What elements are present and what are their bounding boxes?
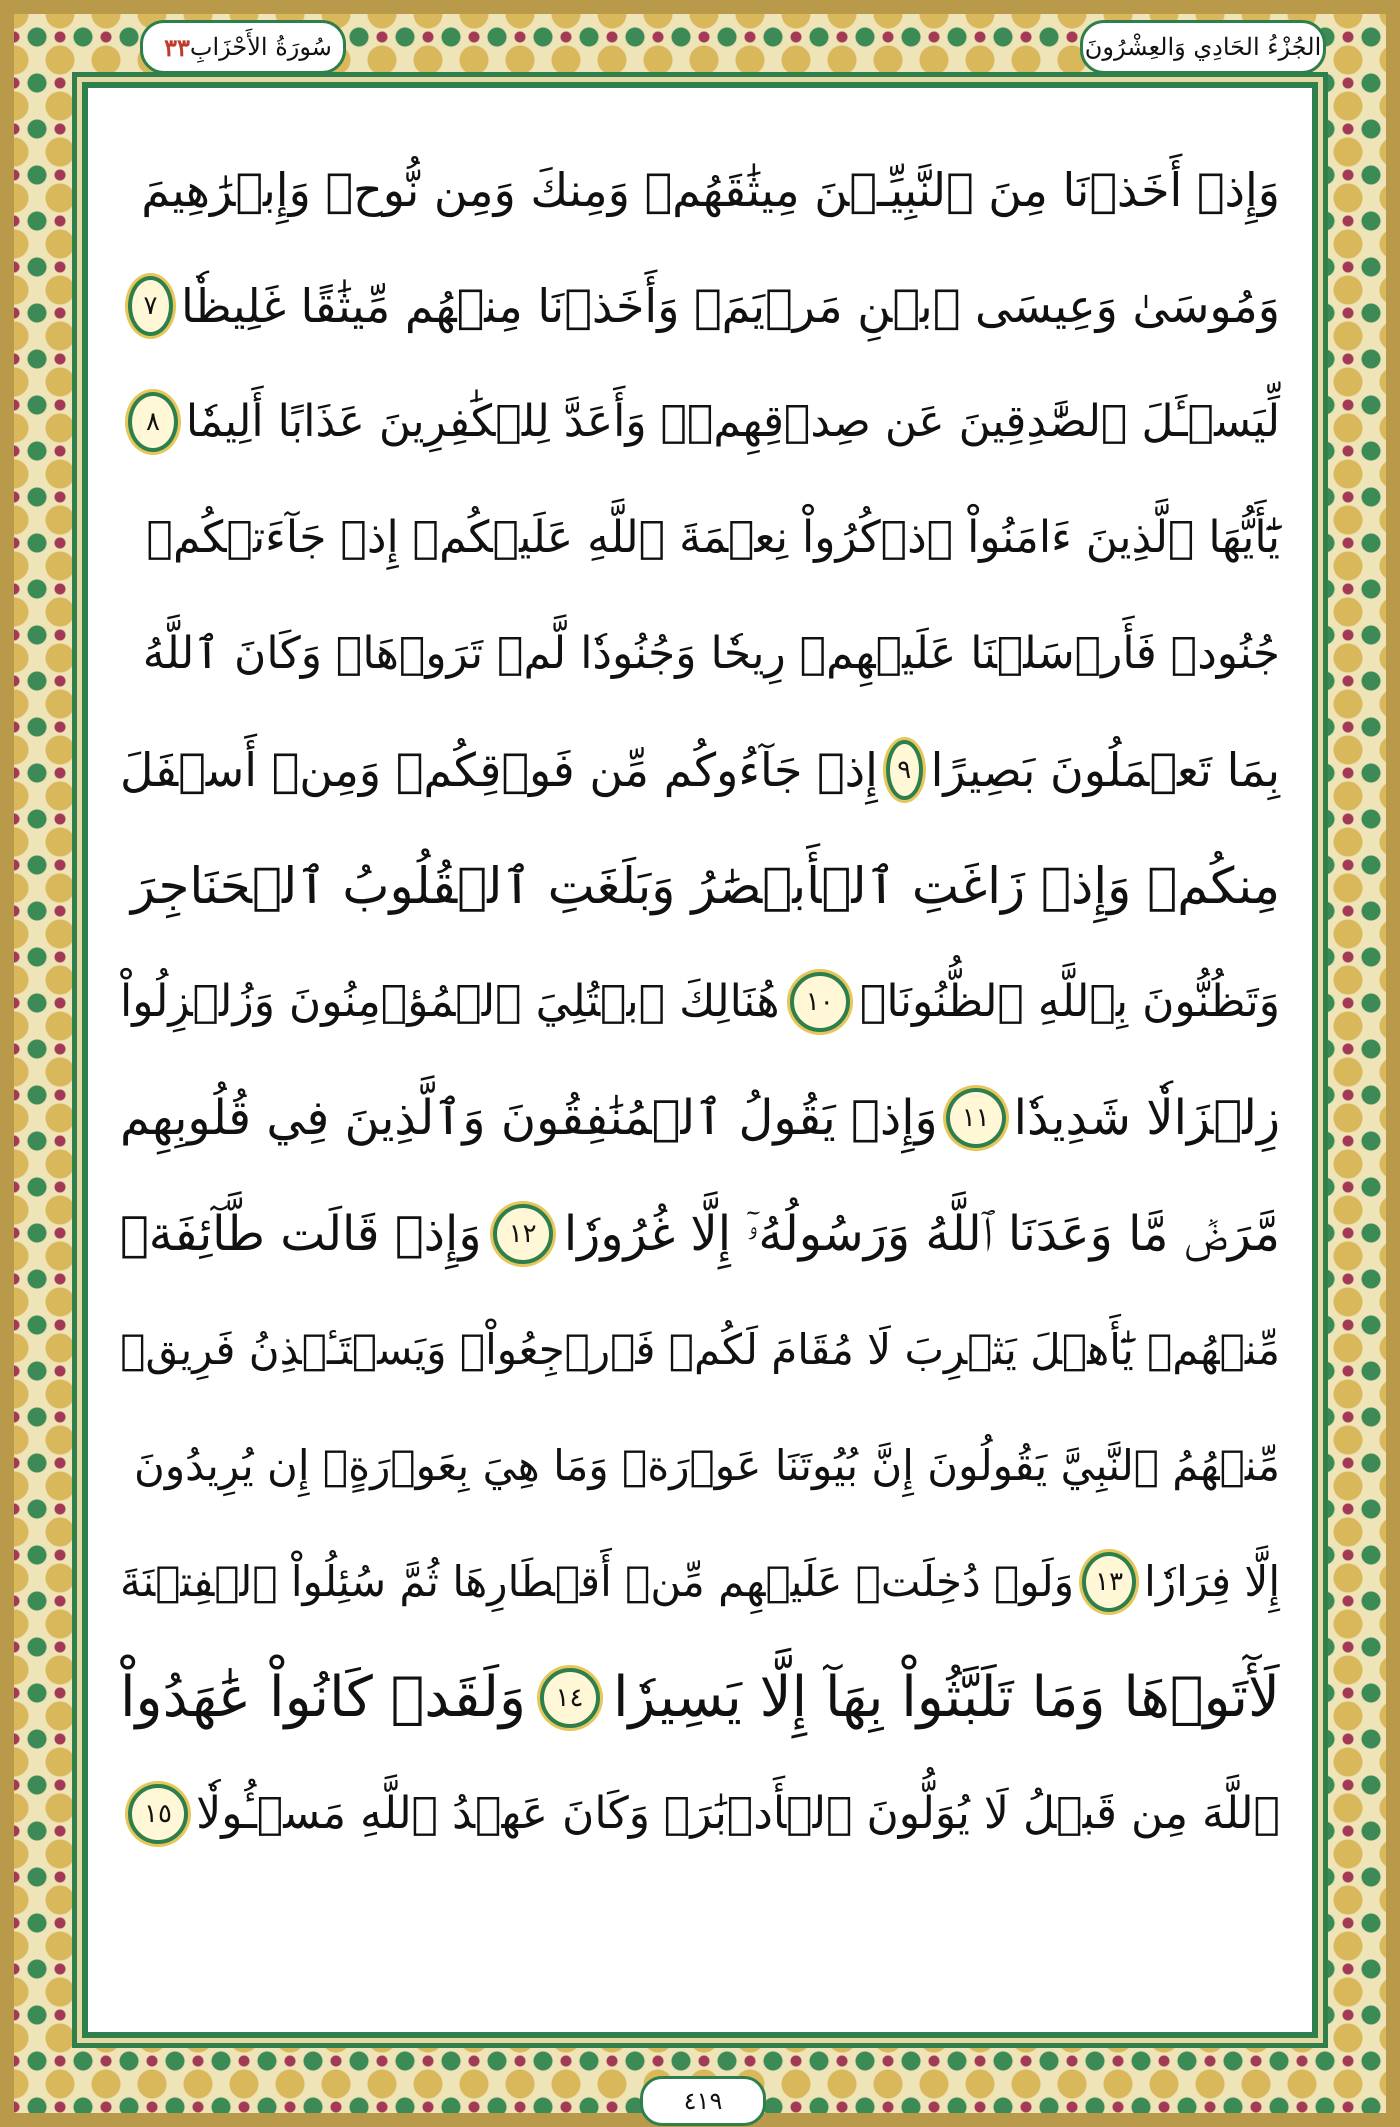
juz-header — [1080, 20, 1326, 74]
verse-text-continued: إِذۡ جَآءُوكُم مِّن فَوۡقِكُمۡ وَمِنۡ أَسۡفَلَ — [120, 743, 878, 797]
verse-text: وَمُوسَىٰ وَعِيسَى ٱبۡنِ مَرۡيَمَۖ وَأَخَذۡنَا مِنۡهُم مِّيثَٰقًا غَلِيظٗا — [181, 279, 1280, 333]
verse-line — [120, 132, 1280, 248]
verse-text-continued: هُنَالِكَ ٱبۡتُلِيَ ٱلۡمُؤۡمِنُونَ وَزُلۡزِلُواْ — [120, 976, 780, 1027]
verse-text-continued: وَلَوۡ دُخِلَتۡ عَلَيۡهِم مِّنۡ أَقۡطَارِهَا ثُمَّ سُئِلُواْ ٱلۡفِتۡنَةَ — [120, 1557, 1075, 1606]
verse-text: مِّنۡهُمُ ٱلنَّبِيَّ يَقُولُونَ إِنَّ بُيُوتَنَا عَوۡرَةٞ وَمَا هِيَ بِعَوۡرَةٍۖ إِن يُرِيدُونَ — [133, 1441, 1280, 1490]
ayah-number-marker: ١٣ — [1082, 1552, 1136, 1612]
verse-line — [120, 364, 1280, 480]
surah-number: ٣٣ — [164, 32, 190, 62]
verse-text-continued: وَلَقَدۡ كَانُواْ عَٰهَدُواْ — [120, 1665, 527, 1730]
verse-text: وَإِذۡ أَخَذۡنَا مِنَ ٱلنَّبِيِّـۧنَ مِيثَٰقَهُمۡ وَمِنكَ وَمِن نُّوحٖ وَإِبۡرَٰهِيمَ — [141, 163, 1280, 217]
verse-line — [120, 1408, 1280, 1524]
verse-line — [120, 480, 1280, 596]
verse-line — [120, 248, 1280, 364]
verse-text: لَأٓتَوۡهَا وَمَا تَلَبَّثُواْ بِهَآ إِلَّا يَسِيرٗا — [612, 1665, 1280, 1730]
verses-block — [120, 132, 1280, 1992]
ayah-number-marker: ٨ — [128, 392, 178, 452]
verse-text: بِمَا تَعۡمَلُونَ بَصِيرًا — [930, 743, 1280, 797]
verse-line — [120, 828, 1280, 944]
verse-text: إِلَّا فِرَارٗا — [1144, 1557, 1280, 1606]
ayah-number-marker: ٧ — [128, 276, 173, 336]
ayah-number-marker: ١٢ — [493, 1204, 553, 1264]
verse-line — [120, 1060, 1280, 1176]
surah-name: سُورَةُ الأَحْزَابِ — [189, 33, 332, 61]
verse-text: وَتَظُنُّونَ بِٱللَّهِ ٱلظُّنُونَا۠ — [859, 976, 1280, 1027]
ayah-number-marker: ١٤ — [540, 1668, 600, 1728]
verse-text: مِّنۡهُمۡ يَٰٓأَهۡلَ يَثۡرِبَ لَا مُقَامَ لَكُمۡ فَٱرۡجِعُواْۚ وَيَسۡتَـٔۡذِنُ فَرِيقٞ — [120, 1325, 1280, 1374]
page-number: ٤١٩ — [683, 2087, 723, 2115]
juz-name: الجُزْءُ الحَادِي وَالعِشْرُونَ — [1084, 33, 1322, 61]
verse-line — [120, 1756, 1280, 1872]
page-number-badge — [640, 2076, 766, 2126]
verse-line — [120, 944, 1280, 1060]
verse-text: يَٰٓأَيُّهَا ٱلَّذِينَ ءَامَنُواْ ٱذۡكُرُواْ نِعۡمَةَ ٱللَّهِ عَلَيۡكُمۡ إِذۡ جَآءَتۡكُمۡ — [146, 512, 1280, 563]
verse-text-continued: وَإِذۡ يَقُولُ ٱلۡمُنَٰفِقُونَ وَٱلَّذِينَ فِي قُلُوبِهِم — [120, 1090, 938, 1146]
verse-line — [120, 1292, 1280, 1408]
verse-text: مَّرَضٞ مَّا وَعَدَنَا ٱللَّهُ وَرَسُولُهُۥٓ إِلَّا غُرُورٗا — [563, 1206, 1280, 1262]
verse-text-continued: وَإِذۡ قَالَت طَّآئِفَةٞ — [120, 1206, 482, 1262]
verse-text: ٱللَّهَ مِن قَبۡلُ لَا يُوَلُّونَ ٱلۡأَدۡبَٰرَۚ وَكَانَ عَهۡدُ ٱللَّهِ مَسۡـُٔولٗا — [196, 1788, 1280, 1839]
verse-line — [120, 1524, 1280, 1640]
verse-line — [120, 712, 1280, 828]
ayah-number-marker: ١٠ — [790, 972, 850, 1032]
verse-line — [120, 596, 1280, 712]
verse-text: مِنكُمۡ وَإِذۡ زَاغَتِ ٱلۡأَبۡصَٰرُ وَبَلَغَتِ ٱلۡقُلُوبُ ٱلۡحَنَاجِرَ — [130, 857, 1280, 915]
ayah-number-marker: ١٥ — [128, 1784, 188, 1844]
ayah-number-marker: ١١ — [946, 1088, 1006, 1148]
verse-line — [120, 1176, 1280, 1292]
verse-text: لِّيَسۡـَٔلَ ٱلصَّٰدِقِينَ عَن صِدۡقِهِمۡۚ وَأَعَدَّ لِلۡكَٰفِرِينَ عَذَابًا أَلِيمٗا — [185, 396, 1280, 447]
verse-line — [120, 1640, 1280, 1756]
surah-header — [140, 20, 346, 74]
ayah-number-marker: ٩ — [886, 740, 923, 800]
verse-text: زِلۡزَالٗا شَدِيدٗا — [1013, 1090, 1280, 1146]
verse-text: جُنُودٞ فَأَرۡسَلۡنَا عَلَيۡهِمۡ رِيحٗا وَجُنُودٗا لَّمۡ تَرَوۡهَاۚ وَكَانَ ٱللَّهُ — [142, 628, 1280, 679]
